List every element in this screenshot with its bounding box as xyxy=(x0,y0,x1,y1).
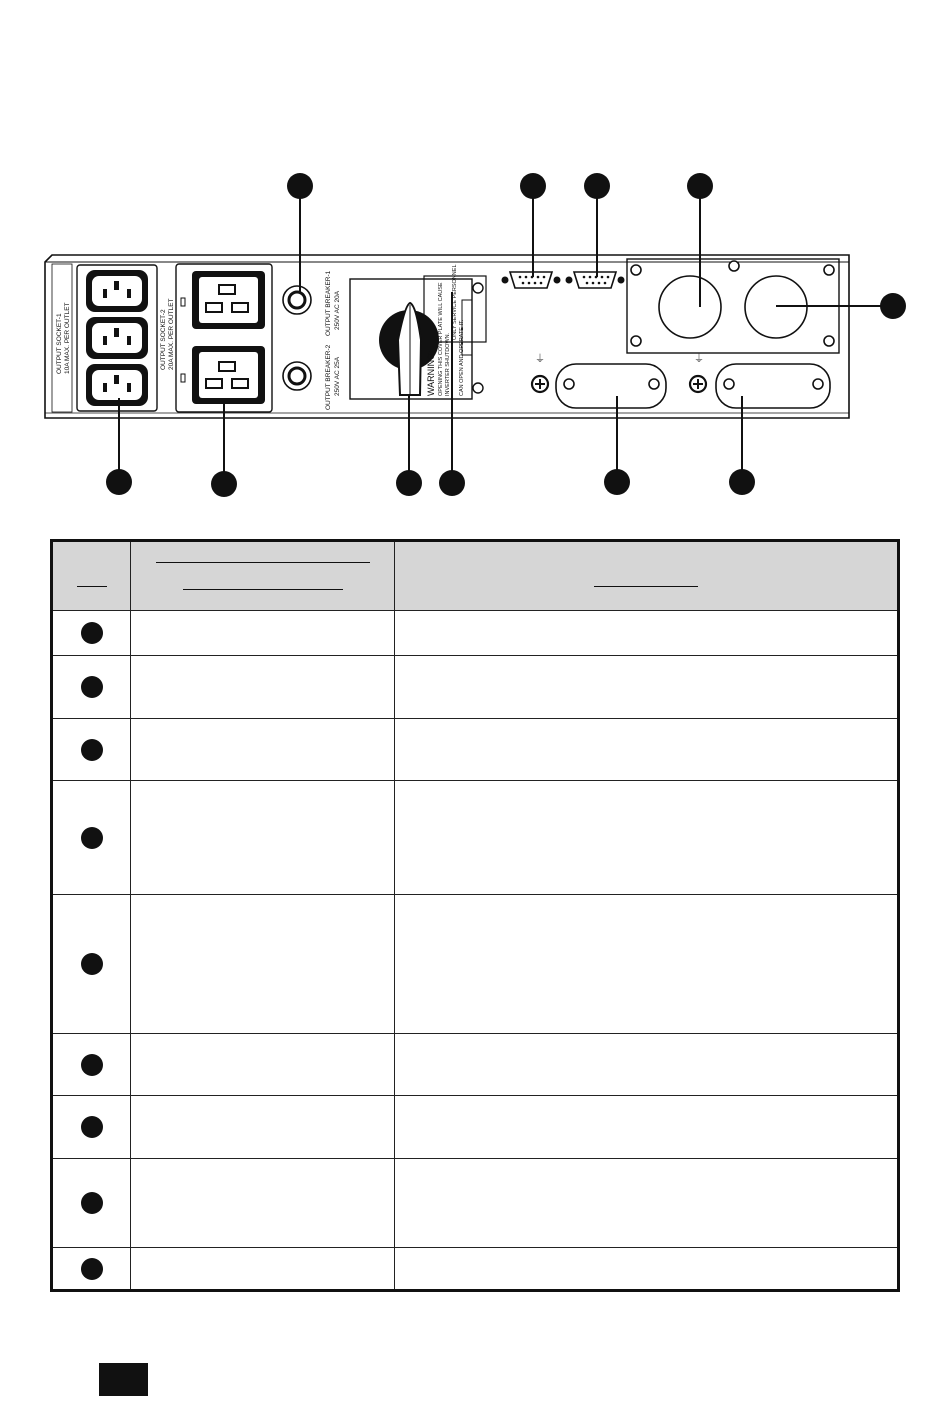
outlet-group-2 xyxy=(160,264,272,412)
row-item xyxy=(131,1248,395,1291)
outlet-group-2-label-line1: OUTPUT SOCKET-2 xyxy=(160,309,167,370)
header-item xyxy=(131,541,395,611)
c13-outlet-icon xyxy=(86,317,148,359)
db9-port-1-icon xyxy=(502,272,561,288)
c13-outlet-icon xyxy=(86,364,148,406)
bullet-icon xyxy=(81,676,103,698)
row-description xyxy=(395,781,899,895)
warning-line2: INVERTER SHUTDOWN. xyxy=(445,332,451,396)
row-description xyxy=(395,1159,899,1248)
c19-outlet-icon xyxy=(192,271,265,329)
table-row xyxy=(52,611,899,656)
row-description xyxy=(395,1248,899,1291)
callout-bubble-outlets-2 xyxy=(211,471,237,497)
breaker-2-label-line1: OUTPUT BREAKER-2 xyxy=(325,344,332,410)
row-item xyxy=(131,611,395,656)
table-row xyxy=(52,1096,899,1159)
callout-bubble-fan xyxy=(880,293,906,319)
bullet-icon xyxy=(81,1258,103,1280)
bullet-icon xyxy=(81,953,103,975)
row-description xyxy=(395,1096,899,1159)
outlet-group-1-label-line2: 10A MAX. PER OUTLET xyxy=(64,302,71,374)
row-item xyxy=(131,895,395,1034)
row-bullet xyxy=(52,1034,131,1096)
warning-line4: CAN OPEN AND OPERATE IT. xyxy=(459,319,465,396)
header-description xyxy=(395,541,899,611)
breaker-1-icon xyxy=(283,286,311,314)
table-row xyxy=(52,1034,899,1096)
bullet-icon xyxy=(81,1054,103,1076)
bullet-icon xyxy=(81,622,103,644)
callout-bubble-db9-2 xyxy=(584,173,610,199)
c13-outlet-icon xyxy=(86,270,148,312)
breaker-1-label-line2: 250V AC 20A xyxy=(334,290,341,330)
row-description xyxy=(395,1034,899,1096)
callout-bubble-bypass-switch xyxy=(396,470,422,496)
rear-panel-diagram xyxy=(0,0,950,530)
callout-bubble-outlets-1 xyxy=(106,469,132,495)
table-header-row xyxy=(52,541,899,611)
bullet-icon xyxy=(81,1192,103,1214)
row-item xyxy=(131,781,395,895)
callout-bubble-battery-2 xyxy=(729,469,755,495)
row-bullet xyxy=(52,1248,131,1291)
row-bullet xyxy=(52,781,131,895)
page-number-tab xyxy=(99,1363,148,1396)
callout-bubble-breakers xyxy=(287,173,313,199)
outlet-group-2-label-line2: 20A MAX. PER OUTLET xyxy=(168,298,175,370)
output-breakers xyxy=(283,270,341,410)
bullet-icon xyxy=(81,827,103,849)
row-bullet xyxy=(52,1159,131,1248)
bypass-cover-plate xyxy=(350,265,486,400)
table-row xyxy=(52,656,899,719)
callout-bubble-db9-1 xyxy=(520,173,546,199)
c19-outlet-icon xyxy=(192,346,265,404)
table-row xyxy=(52,781,899,895)
row-description xyxy=(395,611,899,656)
table-row xyxy=(52,1248,899,1291)
row-item xyxy=(131,719,395,781)
table-row xyxy=(52,719,899,781)
table-row xyxy=(52,895,899,1034)
row-item xyxy=(131,1096,395,1159)
row-item xyxy=(131,656,395,719)
row-item xyxy=(131,1034,395,1096)
row-description xyxy=(395,895,899,1034)
callout-bubble-battery-1 xyxy=(604,469,630,495)
ground-screw-icon xyxy=(532,376,548,392)
row-bullet xyxy=(52,719,131,781)
bullet-icon xyxy=(81,1116,103,1138)
row-bullet xyxy=(52,895,131,1034)
callout-bubble-cover-plate xyxy=(439,470,465,496)
warning-line1: OPENING THIS COVER PLATE WILL CAUSE xyxy=(438,282,444,396)
ground-symbol-1: ⏚ xyxy=(535,354,545,365)
db9-port-2-icon xyxy=(566,272,625,288)
breaker-1-label-line1: OUTPUT BREAKER-1 xyxy=(325,270,332,336)
row-bullet xyxy=(52,611,131,656)
row-item xyxy=(131,1159,395,1248)
warning-title: WARNING: xyxy=(426,350,436,396)
breaker-2-icon xyxy=(283,362,311,390)
ground-screw-icon xyxy=(690,376,706,392)
outlet-group-1-label-line1: OUTPUT SOCKET-1 xyxy=(56,313,63,374)
row-description xyxy=(395,656,899,719)
callout-bubble-knockout xyxy=(687,173,713,199)
row-bullet xyxy=(52,1096,131,1159)
battery-connectors xyxy=(532,353,830,408)
breaker-2-label-line2: 250V AC 25A xyxy=(334,356,341,396)
outlet-group-1 xyxy=(56,265,157,411)
ground-symbol-2: ⏚ xyxy=(694,354,704,365)
row-bullet xyxy=(52,656,131,719)
header-number xyxy=(52,541,131,611)
bullet-icon xyxy=(81,739,103,761)
warning-line3: ONLY SERVICE PERSONNEL xyxy=(452,264,458,340)
row-description xyxy=(395,719,899,781)
table-row xyxy=(52,1159,899,1248)
reference-table xyxy=(50,539,900,1292)
